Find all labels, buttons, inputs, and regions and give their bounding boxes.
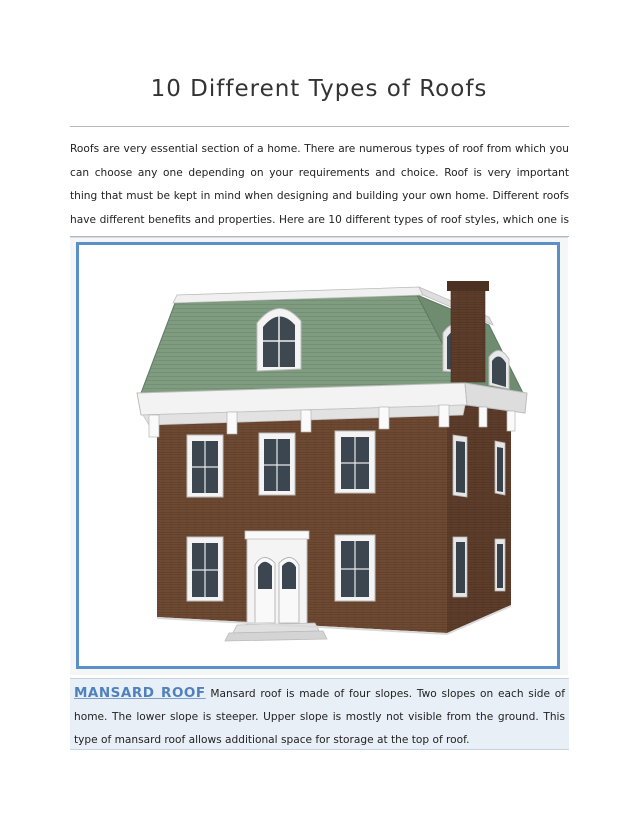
mansard-roof-section — [70, 678, 569, 750]
section-body: Mansard roof is made of four slopes. Two slopes on each side of home. The lower slope is steeper. Upper slope is mostly not visible from the ground. This type of mansard roof allows additional space for storage at the top of roof. — [74, 688, 565, 746]
house-illustration — [76, 242, 560, 669]
section-heading: MANSARD ROOF — [74, 685, 206, 701]
section-text — [74, 682, 565, 752]
title-divider — [70, 126, 569, 127]
figure-frame — [70, 237, 568, 675]
mansard-house-drawing — [79, 245, 557, 666]
intro-paragraph: Roofs are very essential section of a home. There are numerous types of roof from which you can choose any one depending on your requirements and choice. Roof is very important thing that must be kept in mind when designing and building your own home. Different roofs have different benefits and properties. Here are 10 different types of roof styles, which one is — [70, 143, 569, 226]
page-title: 10 Different Types of Roofs — [150, 76, 488, 102]
